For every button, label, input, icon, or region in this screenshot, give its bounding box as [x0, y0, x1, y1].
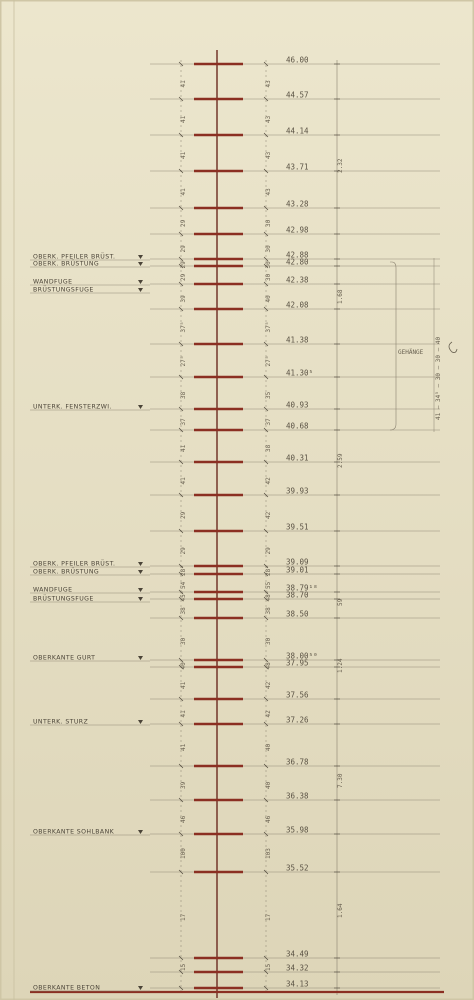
mid-dimension-value: 30 [265, 273, 272, 281]
level-value: 34.32 [286, 963, 309, 973]
left-dimension-value: 29 [180, 261, 187, 269]
left-dimension-value: 41 [180, 80, 187, 88]
mid-dimension-value: 30 [265, 637, 272, 645]
right-dimension-value: 1.68 [337, 289, 344, 304]
level-marker-icon [138, 570, 143, 574]
level-value: 43.28 [286, 199, 309, 209]
level-marker-icon [138, 588, 143, 592]
level-value: 42.08 [286, 300, 309, 310]
left-dimension-value: 29 [180, 219, 187, 227]
level-value: 35.52 [286, 863, 309, 873]
left-dimension-value: 40 [180, 662, 187, 670]
mid-dimension-value: 40 [265, 743, 272, 751]
mid-dimension-value: 40 [265, 781, 272, 789]
level-value: 38.00⁵⁰ [286, 651, 318, 661]
left-dimension-value: 29 [180, 245, 187, 253]
mid-dimension-value: 37 [265, 418, 272, 426]
mid-dimension-value: 43 [265, 80, 272, 88]
level-value: 40.68 [286, 421, 309, 431]
left-dimension-value: 41 [180, 188, 187, 196]
level-value: 42.88 [286, 250, 309, 260]
level-value: 39.01 [286, 565, 309, 575]
left-dimension-value: 29 [180, 273, 187, 281]
level-value: 37.56 [286, 690, 309, 700]
left-dimension-value: 28⁵ [180, 565, 187, 576]
mid-dimension-value: 28⁵ [265, 565, 272, 576]
left-dimension-value: 17 [180, 913, 187, 921]
level-value: 36.78 [286, 757, 309, 767]
mid-dimension-value: 42 [265, 681, 272, 689]
elevation-label: BRÜSTUNGSFUGE [33, 595, 94, 603]
mid-dimension-value: 103 [265, 848, 272, 859]
left-dimension-value: 15 [180, 963, 187, 971]
left-dimension-value: 41 [180, 743, 187, 751]
level-value: 41.30⁵ [286, 368, 314, 378]
level-marker-icon [138, 986, 143, 990]
right-dimension-value: 1.24 [337, 658, 344, 673]
mid-dimension-value: 27⁵ [265, 355, 272, 367]
right-dimension-value: 1.64 [337, 903, 344, 918]
level-marker-icon [138, 288, 143, 292]
gehaenge-note: GEHÄNGE [398, 349, 424, 356]
right-dimension-value: 7.30 [337, 773, 344, 788]
left-dimension-value: 41 [180, 477, 187, 485]
level-value: 34.49 [286, 949, 309, 959]
level-marker-icon [138, 656, 143, 660]
elevation-label: OBERKANTE GURT [33, 654, 96, 662]
left-dimension-value: 41 [180, 710, 187, 718]
level-value: 35.98 [286, 825, 309, 835]
elevation-label: OBERKANTE SOHLBANK [33, 828, 115, 836]
side-chain-label: 41 – 34⁵ – 30 – 30 – 40 [435, 336, 442, 420]
left-dimension-value: 38 [180, 607, 187, 615]
mid-dimension-value: 29 [265, 547, 272, 555]
left-dimension-value: 37 [180, 418, 187, 426]
level-value: 40.93 [286, 400, 309, 410]
elevation-label: OBERK. PFEILER BRÜST. [33, 253, 116, 261]
level-value: 44.14 [286, 126, 309, 136]
elevation-label: OBERK. PFEILER BRÜST. [33, 560, 116, 568]
mid-dimension-value: 40 [265, 295, 272, 303]
left-dimension-value: 39 [180, 781, 187, 789]
mid-dimension-value: 30 [265, 245, 272, 253]
right-dimension-value: 59 [337, 598, 344, 606]
level-value: 34.13 [286, 979, 309, 989]
elevation-label: OBERK. BRÜSTUNG [33, 260, 100, 268]
bracket-curve [390, 262, 396, 430]
level-value: 43.71 [286, 162, 309, 172]
mid-dimension-value: 38 [265, 607, 272, 615]
mid-dimension-value: 37⁵ [265, 321, 272, 333]
right-dimension-value: 2.59 [337, 453, 344, 468]
level-value: 39.51 [286, 522, 309, 532]
level-marker-icon [138, 597, 143, 601]
left-dimension-value: 39 [180, 295, 187, 303]
mid-dimension-value: 48 [265, 662, 272, 670]
mid-dimension-value: 46 [265, 815, 272, 823]
left-dimension-value: 41 [180, 681, 187, 689]
elevation-label: OBERK. BRÜSTUNG [33, 568, 100, 576]
left-dimension-value: 27⁵ [180, 355, 187, 367]
mid-dimension-value: 15 [265, 963, 272, 971]
side-labels-group [30, 252, 150, 992]
level-value: 38.50 [286, 609, 309, 619]
right-dimensions-group [337, 158, 344, 918]
level-marker-icon [138, 720, 143, 724]
level-marker-icon [138, 255, 143, 259]
level-marker-icon [138, 280, 143, 284]
left-dimension-value: 45⁵ [180, 590, 187, 602]
level-value: 46.00 [286, 55, 309, 65]
left-dimension-value: 30 [180, 637, 187, 645]
gehaenge-mark-icon [449, 342, 457, 353]
mid-dimension-value: 42 [265, 710, 272, 718]
mid-dimension-value: 35 [265, 391, 272, 399]
level-marker-icon [138, 262, 143, 266]
elevation-label: BRÜSTUNGSFUGE [33, 286, 94, 294]
mid-dimension-value: 55 [265, 581, 272, 589]
mid-dimension-value: 30 [265, 261, 272, 269]
left-dimension-value: 100 [180, 848, 187, 859]
mid-dimension-value: 42 [265, 477, 272, 485]
mid-dimension-value: 42 [265, 511, 272, 519]
elevation-label: UNTERK. FENSTERZWI. [33, 403, 112, 411]
mid-dimension-value: 38 [265, 444, 272, 452]
level-marker-icon [138, 562, 143, 566]
level-value: 36.38 [286, 791, 309, 801]
left-dimension-value: 41 [180, 444, 187, 452]
mid-dimension-value: 43 [265, 188, 272, 196]
level-marker-icon [138, 830, 143, 834]
left-dimension-value: 41 [180, 115, 187, 123]
left-dimension-value: 38 [180, 391, 187, 399]
elevation-label: UNTERK. STURZ [33, 718, 89, 726]
level-value: 42.80 [286, 257, 309, 267]
left-dimension-value: 54 [180, 581, 187, 589]
level-values-group [286, 56, 318, 989]
elevation-label: WANDFUGE [33, 586, 73, 594]
left-dimension-value: 46 [180, 815, 187, 823]
left-dimension-value: 37⁵ [180, 321, 187, 333]
level-marker-icon [138, 405, 143, 409]
mid-dimension-value: 48⁵ [265, 590, 272, 602]
level-value: 44.57 [286, 90, 309, 100]
elevation-label: WANDFUGE [33, 278, 73, 286]
level-value: 42.98 [286, 225, 309, 235]
mid-dimension-value: 17 [265, 913, 272, 921]
left-dimension-value: 29 [180, 511, 187, 519]
level-value: 37.26 [286, 715, 309, 725]
mid-dimension-value: 30 [265, 219, 272, 227]
level-value: 39.09 [286, 557, 309, 567]
left-dimension-value: 41 [180, 151, 187, 159]
mid-dimension-value: 43 [265, 151, 272, 159]
level-value: 41.38 [286, 335, 309, 345]
level-value: 42.38 [286, 275, 309, 285]
elevation-label: OBERKANTE BETON [33, 984, 101, 992]
left-dimension-value: 29 [180, 547, 187, 555]
level-value: 38.79¹⁸ [286, 583, 318, 593]
level-value: 37.95 [286, 658, 309, 668]
level-value: 40.31 [286, 453, 309, 463]
right-dimension-value: 2.32 [337, 158, 344, 173]
mid-dimension-value: 43 [265, 115, 272, 123]
level-value: 38.70 [286, 590, 309, 600]
level-value: 39.93 [286, 486, 309, 496]
